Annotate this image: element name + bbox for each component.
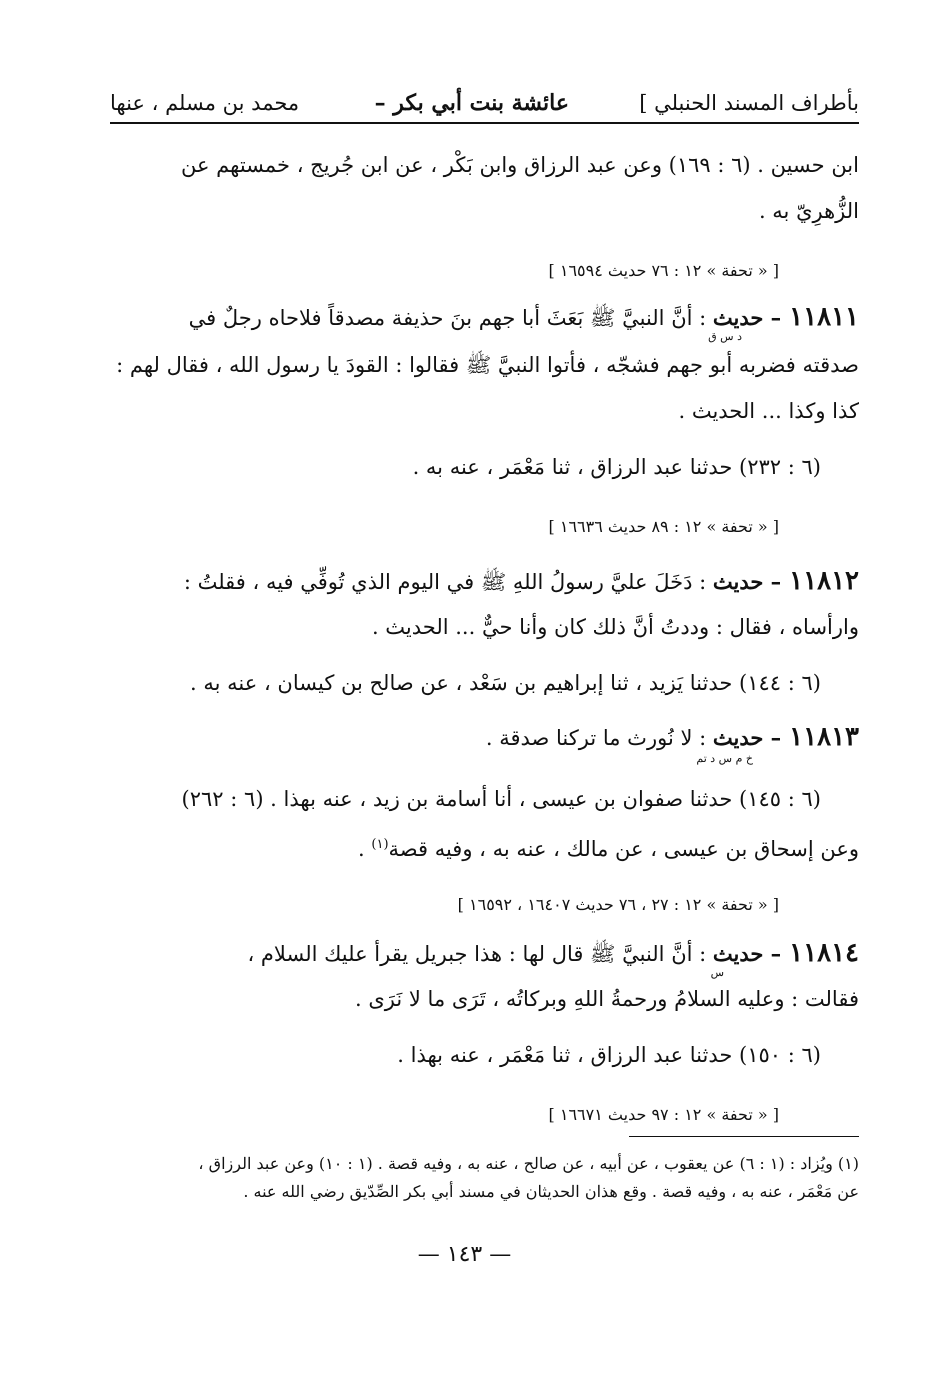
hadith-11814-line-1 xyxy=(247,938,859,969)
hadith-label: – حديث xyxy=(712,941,782,966)
hadith-11811-sigla: د س ق xyxy=(708,330,742,343)
hadith-label: – حديث xyxy=(712,725,782,750)
source-text: وعن إسحاق بن عيسى ، عن مالك ، عنه به ، وفيه قصة xyxy=(388,837,859,861)
hadith-11814-source: (٦ : ١٥٠) حدثنا عبد الرزاق ، ثنا مَعْمَر ، عنه بهذا . xyxy=(397,1043,821,1067)
footnote-divider xyxy=(629,1136,859,1137)
hadith-11811-line-2: صدقته فضربه أبو جهم فشجّه ، فأتوا النبيَّ ﷺ فقالوا : القودَ يا رسول الله ، فقال لهم : xyxy=(116,353,859,377)
footnote-marker: (١) xyxy=(371,837,389,852)
hadith-11812-line-2: وارأساه ، فقال : وددتُ أنَّ ذلك كان وأنا حيٌّ ... الحديث . xyxy=(371,615,859,639)
hadith-text: : دَخَلَ عليَّ رسولُ اللهِ ﷺ في اليوم الذي تُوفِّي فيه ، فقلتُ : xyxy=(183,570,707,594)
hadith-text: : أنَّ النبيَّ ﷺ بَعَثَ أبا جهم بنَ حذيفة مصدقاً فلاحاه رجلٌ في xyxy=(188,306,707,330)
hadith-11812-line-1 xyxy=(184,566,859,597)
footnote-line-1: (١) ويُزاد : (١ : ٦) عن يعقوب ، عن أبيه ، عن صالح ، عنه به ، وفيه قصة . (١ : ١٠) وعن عبد الرزاق ، xyxy=(198,1154,859,1173)
hadith-11811-line-3: كذا وكذا ... الحديث . xyxy=(678,399,859,423)
footnote-line-2: عن مَعْمَر ، عنه به ، وفيه قصة . وقع هذان الحديثان في مسند أبي بكر الصِّدّيق رضي الله عنه . xyxy=(243,1182,859,1201)
intro-line-2: الزُّهرِيّ به . xyxy=(758,199,859,223)
hadith-text: : لا نُورث ما تركنا صدقة . xyxy=(485,726,707,750)
intro-reference: [ « تحفة » ١٢ : ٧٦ حديث ١٦٥٩٤ ] xyxy=(548,261,779,280)
hadith-number: ١١٨١٢ xyxy=(789,566,859,596)
header-section-title: عائشة بنت أبي بكر – xyxy=(374,90,569,116)
hadith-11813-source-1: (٦ : ١٤٥) حدثنا صفوان بن عيسى ، أنا أسامة بن زيد ، عنه بهذا . (٦ : ٢٦٢) xyxy=(181,787,821,811)
running-header xyxy=(110,84,859,124)
hadith-11813-reference: [ « تحفة » ١٢ : ٢٧ ، ٧٦ حديث ١٦٤٠٧ ، ١٦٥٩٢ ] xyxy=(457,895,779,914)
header-chain: محمد بن مسلم ، عنها xyxy=(110,91,300,115)
hadith-11814-line-2: فقالت : وعليه السلامُ ورحمةُ اللهِ وبركاتُه ، تَرَى ما لا نَرَى . xyxy=(355,987,859,1011)
hadith-11814-reference: [ « تحفة » ١٢ : ٩٧ حديث ١٦٦٧١ ] xyxy=(548,1105,779,1124)
hadith-number: ١١٨١٣ xyxy=(789,722,859,752)
hadith-11812-source: (٦ : ١٤٤) حدثنا يَزيد ، ثنا إبراهيم بن سَعْد ، عن صالح بن كيسان ، عنه به . xyxy=(190,671,821,695)
hadith-number: ١١٨١٤ xyxy=(789,938,859,968)
page-number: — ١٤٣ — xyxy=(417,1242,512,1267)
hadith-11813-sigla: خ م س د تم xyxy=(696,752,753,765)
hadith-text: : أنَّ النبيَّ ﷺ قال لها : هذا جبريل يقرأ عليك السلام ، xyxy=(247,942,707,966)
hadith-label: – حديث xyxy=(712,569,782,594)
hadith-number: ١١٨١١ xyxy=(789,302,859,332)
source-end: . xyxy=(358,837,372,861)
hadith-11813-line-1 xyxy=(486,722,859,753)
hadith-11813-source-2 xyxy=(358,830,859,864)
hadith-11811-line-1 xyxy=(189,302,859,333)
header-book-title: بأطراف المسند الحنبلي ] xyxy=(639,91,859,115)
intro-line-1: ابن حسين . (٦ : ١٦٩) وعن عبد الرزاق وابن بَكْر ، عن ابن جُريج ، خمستهم عن xyxy=(180,153,859,177)
hadith-label: – حديث xyxy=(712,305,782,330)
hadith-11811-reference: [ « تحفة » ١٢ : ٨٩ حديث ١٦٦٣٦ ] xyxy=(548,517,779,536)
hadith-11811-source: (٦ : ٢٣٢) حدثنا عبد الرزاق ، ثنا مَعْمَر ، عنه به . xyxy=(412,455,821,479)
hadith-11814-sigla: س xyxy=(710,966,724,979)
